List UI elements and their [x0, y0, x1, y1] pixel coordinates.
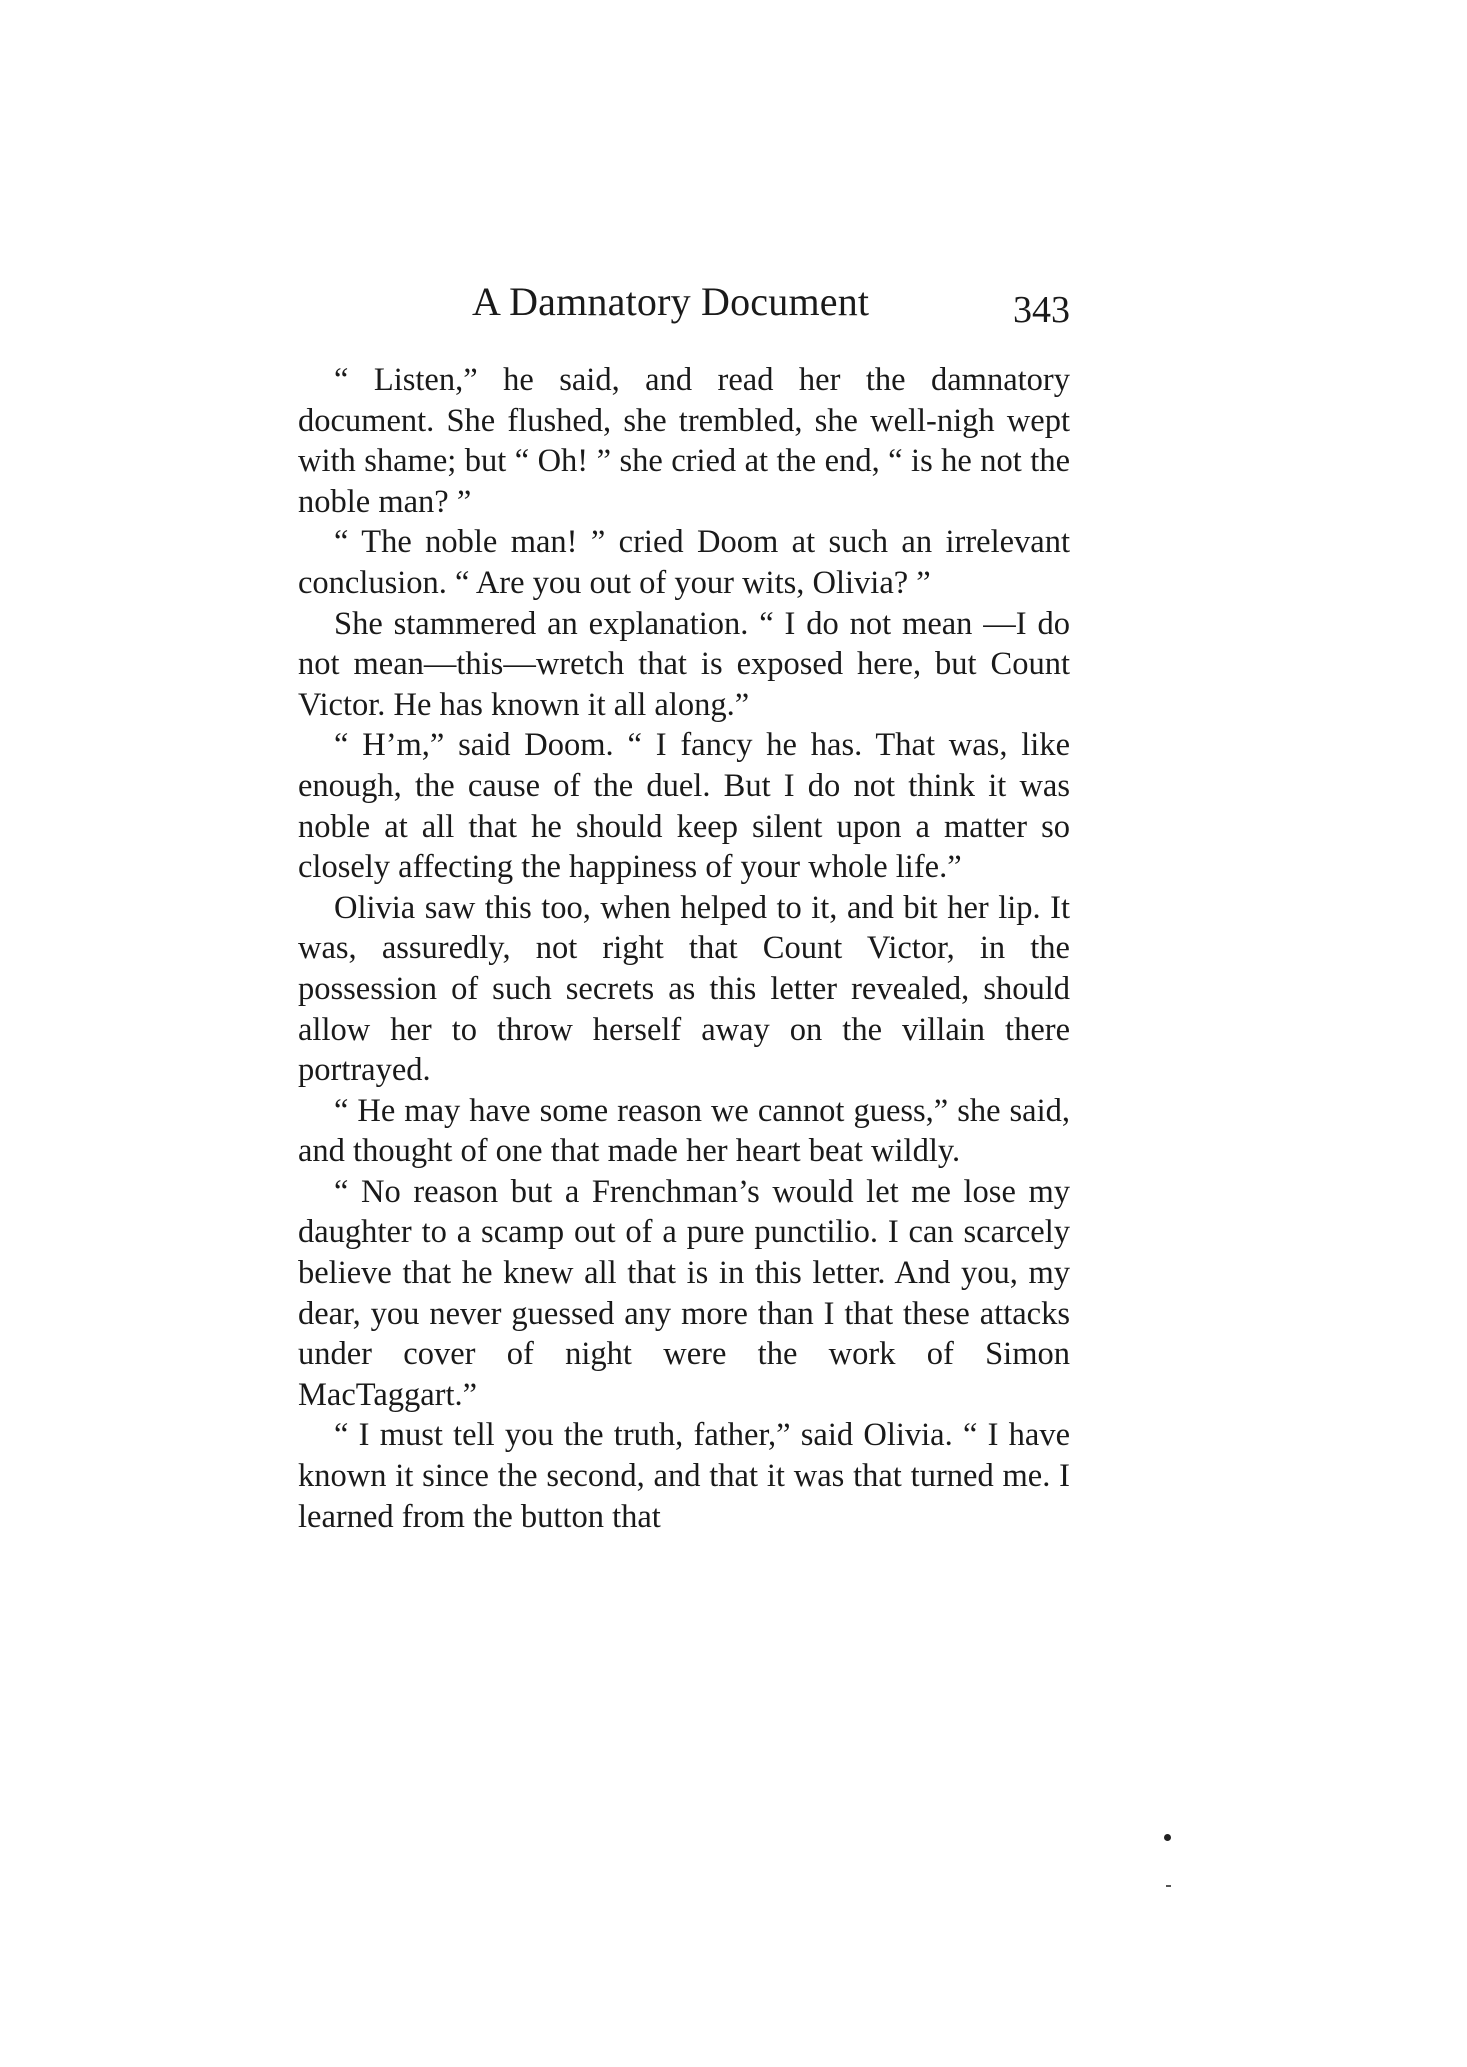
paragraph: “ H’m,” said Doom. “ I fancy he has. That was, like enough, the cause of the duel. But I do not think it was noble at all that he should keep silent upon a matter so closely affecting the happiness of your whole life.”: [298, 727, 1070, 886]
paragraph: “ I must tell you the truth, father,” said Olivia. “ I have known it since the second, and that it was that turned me. I learned from the button that: [298, 1417, 1070, 1535]
running-head: [300, 278, 1070, 338]
body-text: [298, 360, 1070, 1537]
paragraph: Olivia saw this too, when helped to it, and bit her lip. It was, assuredly, not right that Count Victor, in the possession of such secrets as this letter revealed, should allow her to throw herself away on the villain there portrayed.: [298, 889, 1070, 1089]
paragraph: “ He may have some reason we cannot guess,” she said, and thought of one that made her heart beat wildly.: [298, 1092, 1070, 1170]
paragraph: “ Listen,” he said, and read her the damnatory document. She flushed, she trembled, she well-nigh wept with shame; but “ Oh! ” she cried at the end, “ is he not the noble man? ”: [298, 362, 1070, 520]
ink-speck: [1164, 1834, 1171, 1841]
paragraph: “ No reason but a Frenchman’s would let me lose my daughter to a scamp out of a pure punctilio. I can scarcely believe that he knew all that is in this letter. And you, my dear, you never guessed any more than I that these attacks under cover of night were the work of Simon MacTaggart.”: [298, 1173, 1070, 1413]
paragraph: She stammered an explanation. “ I do not mean —I do not mean—this—wretch that is exposed here, but Count Victor. He has known it all along.”: [298, 605, 1070, 723]
running-title: A Damnatory Document: [472, 279, 870, 324]
page-number: 343: [1013, 289, 1070, 331]
paragraph: “ The noble man! ” cried Doom at such an irrelevant conclusion. “ Are you out of your wits, Olivia? ”: [298, 524, 1070, 601]
ink-speck: [1166, 1885, 1171, 1887]
